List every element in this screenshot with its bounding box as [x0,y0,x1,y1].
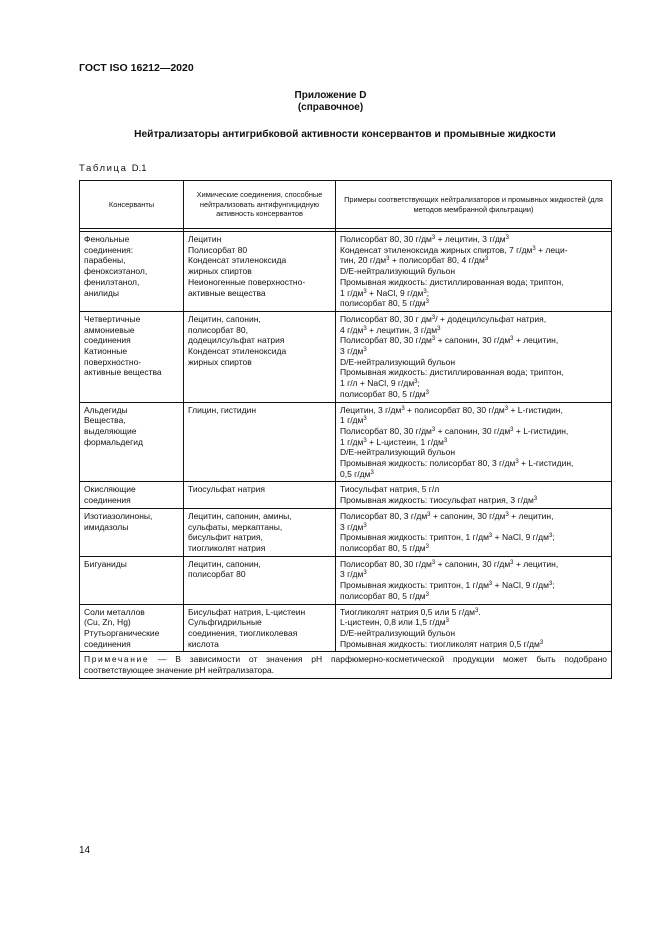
table-row [80,604,612,652]
cell-line: полисорбат 80, 5 $г/дм^3$ [340,388,429,399]
preservative-cell [80,482,184,508]
cell-line: Промывная жидкость: дистиллированная вода; триптон, [340,276,564,287]
table-caption-word: Таблица [79,163,128,174]
cell-line: активные вещества [188,287,266,298]
compounds-cell [184,604,336,652]
cell-line: полисорбат 80, [188,324,248,335]
cell-line: Изотиазолиноны, [84,510,153,521]
cell-line: поверхностно- [84,356,142,367]
cell-line: Промывная жидкость: дистиллированная вода; триптон, [340,367,564,378]
cell-line: D/E-нейтрализующий бульон [340,356,456,367]
note-label: Примечание [84,654,150,665]
preservative-cell [80,508,184,556]
document-code: ГОСТ ISO 16212—2020 [79,62,194,74]
table-caption [79,163,147,174]
page-number: 14 [79,845,91,856]
cell-line: выделяющие [84,425,137,436]
cell-line: Тиогликолят натрия 0,5 или 5 $г/дм^3$. [340,606,481,617]
cell-line: феноксиэтанол, [84,266,148,277]
cell-line: 3 $г/дм^3$ [340,521,367,532]
cell-line: Лецитин, сапонин, амины, [188,510,292,521]
table-row [80,508,612,556]
table-header-row [80,181,612,229]
cell-line: жирных спиртов [188,356,252,367]
cell-line: Полисорбат 80, 30 $г/дм^3$ + сапонин, 30 $г/дм^3$ + L-гистидин, [340,425,569,436]
cell-line: 3 $г/дм^3$ [340,346,367,357]
note-row [80,652,612,678]
cell-line: сульфаты, меркаптаны, [188,521,283,532]
cell-line: D/E-нейтрализующий бульон [340,627,456,638]
cell-line: Окисляющие [84,484,136,495]
examples-cell [336,232,612,312]
examples-cell [336,402,612,482]
cell-line: 1 $г/дм^3$ + L-цистеин, 1 $г/дм^3$ [340,436,448,447]
cell-line: Конденсат этиленоксида [188,255,287,266]
cell-line: 1 $г/дм^3$ + NaCl, 9 $г/дм^3$; [340,287,430,298]
preservative-cell [80,402,184,482]
cell-line: Полисорбат 80, 30 $г/дм^3$ + лецитин, 3 $г/дм^3$ [340,234,509,244]
table-note [80,652,612,678]
neutralizers-table [79,180,612,679]
cell-line: фенилэтанол, [84,276,140,287]
table-row [80,402,612,482]
examples-cell [336,556,612,604]
examples-cell [336,311,612,402]
cell-line: Бисульфат натрия, L-цистеин [188,606,306,617]
cell-line: Лецитин, сапонин, [188,558,261,569]
cell-line: Полисорбат 80, 30 г $дм^3/$ + додецилсульфат натрия, [340,313,547,324]
compounds-cell [184,402,336,482]
table-caption-number: D.1 [131,163,147,174]
table-row [80,556,612,604]
cell-line: Бигуаниды [84,558,127,569]
compounds-cell [184,508,336,556]
cell-line: парабены, [84,255,126,266]
table-row [80,311,612,402]
cell-line: Полисорбат 80, 3 $г/дм^3$ + сапонин, 30 $г/дм^3$ + лецитин, [340,510,554,521]
cell-line: соединения [84,638,131,649]
cell-line: Соли металлов [84,606,145,617]
header-examples: Примеры соответствующих нейтрализаторов и промывных жидкостей (для методов мембранной фильтрации) [336,181,612,229]
cell-line: аммониевые [84,324,135,335]
preservative-cell [80,604,184,652]
cell-line: (Cu, Zn, Hg) [84,617,131,628]
cell-line: анилиды [84,287,119,298]
cell-line: 4 $г/дм^3$ + лецитин, 3 $г/дм^3$ [340,324,441,335]
cell-line: Полисорбат 80, 30 $г/дм^3$ + сапонин, 30 $г/дм^3$ + лецитин, [340,558,559,569]
cell-line: соединения: [84,244,134,255]
header-preservatives: Консерванты [80,181,184,229]
cell-line: Полисорбат 80 [188,244,248,255]
cell-line: Тиосульфат натрия [188,484,265,495]
cell-line: Лецитин [188,234,222,244]
examples-cell [336,482,612,508]
cell-line: полисорбат 80 [188,569,246,580]
cell-line: 3 $г/дм^3$ [340,569,367,580]
table-row [80,232,612,312]
cell-line: Промывная жидкость: тиосульфат натрия, 3 $г/дм^3$ [340,495,538,506]
cell-line: Сульфгидрильные [188,617,262,628]
cell-line: Промывная жидкость: тиогликолят натрия 0,5 $г/дм^3$ [340,638,544,649]
preservative-cell [80,556,184,604]
appendix-label: Приложение D [294,90,367,101]
cell-line: Промывная жидкость: полисорбат 80, 3 $г/дм^3$ + L-гистидин, [340,458,574,469]
cell-line: Конденсат этиленоксида жирных спиртов, 7 $г/дм^3$ + леци- [340,244,568,255]
header-compounds: Химические соединения, способные нейтрализовать антифунгицидную активность консервантов [184,181,336,229]
cell-line: Промывная жидкость: триптон, 1 $г/дм^3$ + NaCl, 9 $г/дм^3$; [340,580,555,591]
note-text: — В зависимости от значения pH парфюмерно-косметической продукции может быть подобрано соответствующее значение pH нейтрализатора. [84,654,607,676]
compounds-cell [184,311,336,402]
cell-line: Альдегиды [84,404,128,415]
cell-line: Глицин, гистидин [188,404,257,415]
cell-line: L-цистеин, 0,8 или 1,5 $г/дм^3$ [340,617,449,628]
cell-line: полисорбат 80, 5 $г/дм^3$ [340,298,429,309]
preservative-cell [80,232,184,312]
cell-line: D/E-нейтрализующий бульон [340,447,456,458]
cell-line: соединения, тиогликолевая [188,627,298,638]
compounds-cell [184,556,336,604]
cell-line: активные вещества [84,367,162,378]
preservative-cell [80,311,184,402]
compounds-cell [184,232,336,312]
cell-line: Четвертичные [84,313,141,324]
examples-cell [336,508,612,556]
cell-line: жирных спиртов [188,266,252,277]
cell-line: полисорбат 80, 5 $г/дм^3$ [340,590,429,601]
cell-line: Ртутьорганические [84,627,160,638]
cell-line: полисорбат 80, 5 $г/дм^3$ [340,542,429,553]
cell-line: Фенольные [84,234,130,244]
cell-line: 0,5 $г/дм^3$ [340,468,374,479]
cell-line: Промывная жидкость: триптон, 1 $г/дм^3$ + NaCl, 9 $г/дм^3$; [340,532,555,543]
cell-line: додецилсульфат натрия [188,335,285,346]
cell-line: Полисорбат 80, 30 $г/дм^3$ + сапонин, 30 $г/дм^3$ + лецитин, [340,335,559,346]
cell-line: тиогликолят натрия [188,542,266,553]
examples-cell [336,604,612,652]
cell-line: Конденсат этиленоксида [188,346,287,357]
cell-line: Тиосульфат натрия, 5 г/л [340,484,440,495]
cell-line: Лецитин, 3 $г/дм^3$ + полисорбат 80, 30 $г/дм^3$ + L-гистидин, [340,404,563,415]
cell-line: соединения [84,335,131,346]
cell-line: кислота [188,638,219,649]
compounds-cell [184,482,336,508]
appendix-kind: (справочное) [297,102,364,113]
section-title: Нейтрализаторы антигрибковой активности консервантов и промывные жидкости [134,129,556,140]
cell-line: 1 $г/дм^3$ [340,415,367,426]
cell-line: D/E-нейтрализующий бульон [340,266,456,277]
cell-line: Катионные [84,346,128,357]
cell-line: формальдегид [84,436,143,447]
cell-line: Неионогенные поверхностно- [188,276,306,287]
cell-line: Вещества, [84,415,126,426]
cell-line: бисульфит натрия, [188,532,263,543]
appendix-heading [0,90,661,114]
cell-line: Лецитин, сапонин, [188,313,261,324]
table-row [80,482,612,508]
cell-line: 1 г/л + NaCl, 9 $г/дм^3$; [340,378,420,389]
cell-line: соединения [84,495,131,506]
cell-line: тин, 20 $г/дм^3$ + полисорбат 80, 4 $г/дм^3$ [340,255,489,266]
cell-line: имидазолы [84,521,129,532]
